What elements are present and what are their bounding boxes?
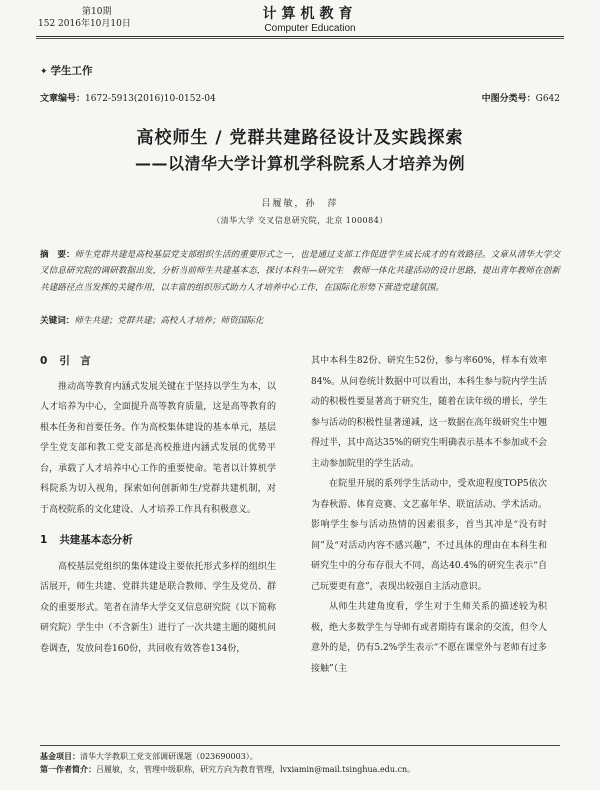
abstract xyxy=(40,247,560,296)
paragraph: 在院里开展的系列学生活动中，受欢迎程度TOP5依次为春秋游、体育竞赛、文艺嘉年华、联谊活动、学术活动。影响学生参与活动热情的因素很多，首当其冲是“没有时间”及“对活动内容不感兴趣”，不过具体的理由在本科生和研究生中的分布存很大不同，高达40.4%的研究生表示“自己玩要更有意”，表现出较强自主活动意识。 xyxy=(311,479,547,592)
star-bullet-icon: ✦ xyxy=(40,67,48,77)
classification-number xyxy=(482,91,560,104)
footnote-rule xyxy=(40,745,560,746)
section-number: 1 xyxy=(40,534,48,546)
footnote-author-text: 吕履敏，女，管理中级职称，研究方向为教育管理，lvxiamin@mail.tsinghua.edu.cn。 xyxy=(96,765,416,774)
paragraph: 高校基层党组织的集体建设主要依托形式多样的组织生活展开，师生共建、党群共建是联合教师、学生及党员、群众的重要形式。笔者在清华大学交叉信息研究院（以下简称研究院）学生中（不含新生）进行了一次共建主题的随机问卷调查，发放问卷160份，共回收有效答卷134份， xyxy=(40,561,276,654)
paper-title: 高校师生 / 党群共建路径设计及实践探索 xyxy=(136,128,464,148)
affiliation: （清华大学 交叉信息研究院，北京 100084） xyxy=(212,216,388,225)
article-number-value: 1672-5913(2016)10-0152-04 xyxy=(85,94,216,104)
running-header-left xyxy=(38,6,131,30)
footnote-author xyxy=(40,764,560,776)
right-column xyxy=(311,351,547,679)
section-tag xyxy=(40,63,93,78)
abstract-label: 摘 要： xyxy=(40,250,75,260)
article-number xyxy=(40,91,216,104)
header-rule xyxy=(36,36,564,37)
abstract-text: 师生党群共建是高校基层党支部组织生活的重要形式之一，也是通过支部工作促进学生成长成才的有效路径。文章从清华大学交叉信息研究院的调研数据出发，分析当前师生共建基本态，探讨本科生—研究生 教师一体化共建活动的设计思路，提出青年教师在创新共建路径点当发挥的关键作用，以丰富的组织形式助力人才培养中心工作，在国际化形势下营造党建氛围。 xyxy=(40,250,560,293)
paper-subtitle: ——以清华大学计算机学科院系人才培养为例 xyxy=(134,154,465,173)
header-rule-thin xyxy=(36,38,564,39)
journal-masthead xyxy=(230,6,390,35)
keywords-label: 关键词： xyxy=(40,316,75,326)
footnote-funding xyxy=(40,751,560,763)
section-heading-1 xyxy=(40,530,276,551)
classification-number-label: 中图分类号： xyxy=(481,94,536,104)
footnote-funding-text: 清华大学教职工党支部调研课题（023690003）。 xyxy=(80,752,258,761)
section-heading-intro xyxy=(40,351,276,372)
footnote-author-label: 第一作者简介： xyxy=(40,765,96,774)
issue-number: 第10期 xyxy=(82,7,112,17)
authors: 吕履敏，孙 萍 xyxy=(261,199,339,209)
classification-number-value: G642 xyxy=(535,94,560,104)
section-number: 0 xyxy=(40,355,48,367)
section-title: 引 言 xyxy=(59,355,91,367)
page-and-date: 152 2016年10月10日 xyxy=(38,19,131,29)
section-title: 共建基本态分析 xyxy=(59,534,133,546)
article-number-label: 文章编号： xyxy=(40,94,86,104)
journal-name-en: Computer Education xyxy=(264,23,356,34)
paragraph: 从师生共建角度看，学生对于生师关系的描述较为积极，绝大多数学生与导师有或者期待有课余的交流，但令人意外的是，仍有5.2%学生表示“不愿在课堂外与老师有过多接触”（主 xyxy=(311,602,547,674)
section-tag-label: 学生工作 xyxy=(50,65,93,77)
paragraph: 其中本科生82份、研究生52份，参与率60%，样本有效率84%。从问卷统计数据中可以看出，本科生参与院内学生活动的积极性要显著高于研究生，随着在读年级的增长，学生参与活动的积极性显著递减，这一数据在高年级研究生中翘得过半，其中高达35%的研究生明确表示基本不参加或不会主动参加院里的学生活动。 xyxy=(311,356,548,469)
keywords-text: 师生共建；党群共建；高校人才培养；师资国际化 xyxy=(74,316,264,326)
journal-name-cn: 计算机教育 xyxy=(262,6,358,22)
keywords xyxy=(40,314,560,326)
footnote-funding-label: 基金项目： xyxy=(40,752,80,761)
left-column xyxy=(40,351,276,659)
paragraph: 推动高等教育内涵式发展关键在于坚持以学生为本，以人才培养为中心，全面提升高等教育质量，这是高等教育的根本任务和首要任务。作为高校集体建设的基本单元，基层学生党支部和教工党支部是高校推进内涵式发展的优势平台，承载了人才培养中心工作的重要使命。笔者以计算机学科院系为切入视角，探索如何创新师生/党群共建机制，对于高校院系的文化建设、人才培养工作具有积极意义。 xyxy=(40,381,276,515)
